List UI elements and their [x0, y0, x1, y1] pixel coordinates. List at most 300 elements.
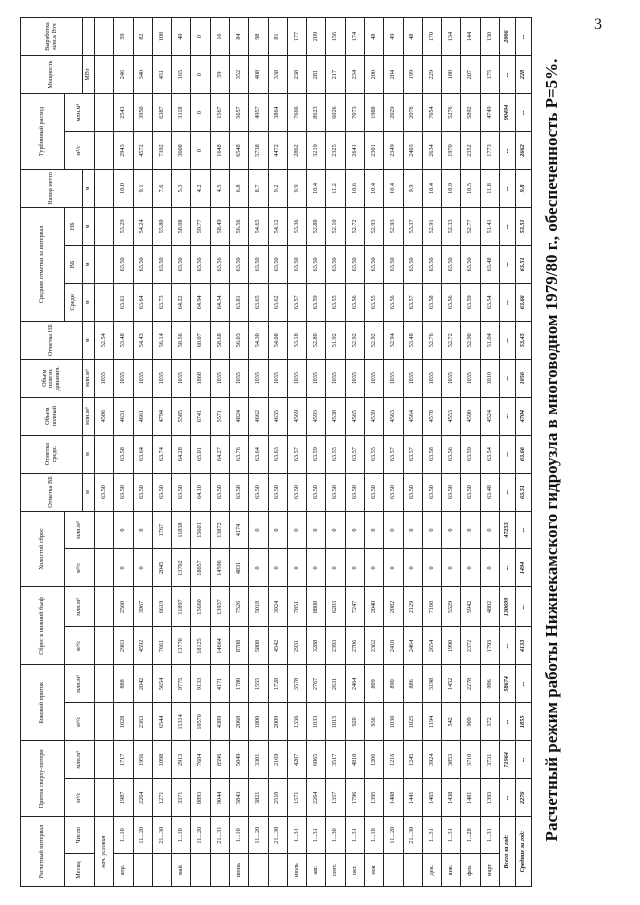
table-cell	[95, 779, 114, 817]
unit-vb: м	[83, 245, 95, 283]
initial-level-vb: 63.50	[95, 473, 114, 511]
table-cell: 58.68	[210, 321, 229, 359]
table-cell: 4794	[152, 397, 171, 435]
table-cell: ...	[516, 511, 532, 549]
averages-row	[516, 18, 532, 887]
table-cell: 63.50	[268, 245, 287, 283]
table-cell: 1015	[326, 703, 345, 741]
table-cell: 1035	[384, 359, 403, 397]
table-cell: 10.9	[442, 169, 461, 207]
table-cell: 81	[268, 18, 287, 56]
table-cell: 0	[403, 549, 422, 587]
table-cell: 63.59	[307, 435, 326, 473]
table-cell: 0	[442, 549, 461, 587]
table-cell: 63.57	[384, 435, 403, 473]
table-cell: 1336	[287, 703, 306, 741]
table-cell: 996	[480, 665, 499, 703]
table-cell: 170	[422, 18, 441, 56]
table-cell: 1194	[422, 703, 441, 741]
table-cell	[95, 132, 114, 170]
table-cell: 2076	[403, 94, 422, 132]
table-cell: 2931	[287, 627, 306, 665]
table-cell: 1773	[480, 132, 499, 170]
table-cell: 1648	[210, 132, 229, 170]
table-cell: 52.91	[422, 207, 441, 245]
table-cell: 63.50	[152, 473, 171, 511]
table-cell: 6026	[326, 94, 345, 132]
table-cell	[95, 511, 114, 549]
table-cell: 1035	[249, 359, 268, 397]
unit-level-nb: м	[83, 321, 95, 359]
table-cell: 90494	[500, 94, 516, 132]
table-cell: 11897	[172, 587, 191, 627]
table-cell: 63.50	[229, 245, 248, 283]
table-cell: 1035	[152, 359, 171, 397]
table-cell: 5654	[152, 665, 171, 703]
table-cell: 63.50	[461, 473, 480, 511]
table-cell: 1035	[345, 359, 364, 397]
table-cell: 0	[133, 549, 152, 587]
table-cell: 199	[403, 56, 422, 94]
row-day: 21...30	[268, 817, 287, 854]
table-cell: 0	[191, 18, 210, 56]
table-cell: 51.92	[326, 321, 345, 359]
table-cell: 9.1	[133, 169, 152, 207]
table-cell: 5892	[461, 94, 480, 132]
table-cell: ...	[516, 741, 532, 779]
table-cell: 0	[403, 511, 422, 549]
table-cell: 4.2	[191, 169, 210, 207]
table-cell: 52.93	[364, 207, 383, 245]
table-cell: 7851	[287, 587, 306, 627]
row-day: 1...31	[287, 817, 306, 854]
table-cell: 3288	[307, 627, 326, 665]
table-cell: 58.56	[172, 321, 191, 359]
table-cell: 1216	[384, 741, 403, 779]
table-cell: 175	[480, 56, 499, 94]
table-cell: 1481	[461, 779, 480, 817]
table-cell: 890	[384, 665, 403, 703]
table-cell: 0	[345, 511, 364, 549]
table-cell: 63.59	[461, 283, 480, 321]
row-day: 1...10	[114, 817, 133, 854]
table-cell: 2654	[422, 627, 441, 665]
table-cell: 14664	[210, 627, 229, 665]
table-cell: 15660	[191, 587, 210, 627]
table-cell: 9133	[191, 665, 210, 703]
table-cell: 0	[422, 549, 441, 587]
table-cell: 1245	[403, 741, 422, 779]
table-cell: 165	[172, 56, 191, 94]
table-cell: 1452	[442, 665, 461, 703]
sub-month: Месяц	[65, 854, 95, 887]
table-cell: 1035	[461, 359, 480, 397]
table-cell: 8623	[307, 94, 326, 132]
table-cell: 1767	[152, 511, 171, 549]
table-cell: 63.50	[133, 245, 152, 283]
table-cell: 2129	[403, 587, 422, 627]
table-cell: 3517	[326, 741, 345, 779]
table-cell: 1990	[442, 627, 461, 665]
table-cell: 9.2	[268, 169, 287, 207]
table-cell: 174	[345, 18, 364, 56]
table-cell: 144	[461, 18, 480, 56]
table-cell: 53.29	[114, 207, 133, 245]
table-cell: 71964	[500, 741, 516, 779]
table-cell: 4538	[326, 397, 345, 435]
table-cell: 2913	[172, 741, 191, 779]
table-cell: 3950	[133, 94, 152, 132]
table-cell: 54.08	[268, 321, 287, 359]
table-cell: 0	[191, 94, 210, 132]
table-cell: 1271	[152, 779, 171, 817]
table-cell: 84	[229, 18, 248, 56]
table-row	[114, 18, 133, 887]
table-cell: 54.43	[133, 321, 152, 359]
table-cell: 3821	[249, 779, 268, 817]
table-cell: 9775	[172, 665, 191, 703]
row-month: ноя	[364, 854, 383, 887]
table-cell: 60.07	[191, 321, 210, 359]
row-month	[210, 854, 229, 887]
table-cell: 63.55	[326, 283, 345, 321]
table-cell: 58.08	[172, 207, 191, 245]
table-cell: 63.50	[345, 473, 364, 511]
row-month: окт.	[345, 854, 364, 887]
table-cell: 63.50	[287, 245, 306, 283]
header-group-row	[21, 18, 65, 887]
row-month: май	[172, 854, 191, 887]
table-cell: 9044	[210, 779, 229, 817]
table-cell: 63.58	[422, 283, 441, 321]
table-cell: 63.56	[442, 283, 461, 321]
row-month: авг.	[307, 854, 326, 887]
table-cell: 352	[229, 56, 248, 94]
unit-vol-full: млн.м³	[83, 397, 95, 435]
table-cell: 0	[461, 511, 480, 549]
table-row	[461, 18, 480, 887]
row-day: 11...20	[249, 817, 268, 854]
table-cell: 3219	[307, 132, 326, 170]
table-cell: 0	[268, 511, 287, 549]
table-cell: 59.77	[191, 207, 210, 245]
sub-release-mln: млн.м³	[65, 587, 95, 627]
table-cell: 886	[403, 665, 422, 703]
table-cell: 217	[326, 56, 345, 94]
unit-power: МВт	[83, 56, 95, 94]
row-month: дек.	[422, 854, 441, 887]
table-cell: 63.50	[114, 473, 133, 511]
table-cell: 8808	[307, 587, 326, 627]
table-cell: 15601	[191, 511, 210, 549]
table-cell: 54.24	[133, 207, 152, 245]
table-cell: 7684	[191, 741, 210, 779]
row-day: 1...30	[326, 817, 345, 854]
table-cell: 47253	[500, 511, 516, 549]
table-cell: 53.18	[287, 321, 306, 359]
table-cell: 4578	[422, 397, 441, 435]
table-cell: 1035	[287, 359, 306, 397]
table-cell: 8708	[229, 627, 248, 665]
table-cell: 1035	[307, 359, 326, 397]
table-cell: 52.92	[364, 321, 383, 359]
row-month	[133, 854, 152, 887]
table-cell: 5657	[229, 94, 248, 132]
table-cell: 63.50	[364, 245, 383, 283]
unit-output	[83, 18, 95, 56]
table-cell: 4133	[516, 627, 532, 665]
table-cell	[95, 587, 114, 627]
table-cell: 0	[249, 549, 268, 587]
table-cell: 63.56	[442, 435, 461, 473]
table-cell: 229	[422, 56, 441, 94]
sub-nb-label: НБ	[65, 207, 83, 245]
table-cell: 7526	[229, 587, 248, 627]
table-cell: 55.80	[152, 207, 171, 245]
table-cell: 1567	[210, 94, 229, 132]
table-cell: 63.50	[287, 473, 306, 511]
table-cell	[95, 56, 114, 94]
table-cell: 52.72	[345, 207, 364, 245]
table-cell: 281	[307, 56, 326, 94]
table-cell: 4631	[114, 397, 133, 435]
table-cell: 10.4	[364, 169, 383, 207]
table-cell: ...	[500, 245, 516, 283]
table-cell	[95, 741, 114, 779]
row-month: июль	[287, 854, 306, 887]
table-cell: 2372	[461, 627, 480, 665]
table-cell: 63.50	[152, 245, 171, 283]
table-cell: ...	[500, 169, 516, 207]
table-cell: ...	[500, 321, 516, 359]
table-cell: 5018	[249, 587, 268, 627]
table-cell: 4389	[210, 703, 229, 741]
table-row	[229, 18, 248, 887]
table-cell: 63.54	[480, 283, 499, 321]
table-cell	[95, 169, 114, 207]
sub-release-m3s: м³/с	[65, 627, 95, 665]
table-cell: 63.61	[114, 283, 133, 321]
table-cell: 65.01	[191, 435, 210, 473]
row-day: 1...10	[229, 817, 248, 854]
table-cell: 3371	[172, 779, 191, 817]
table-cell: 52.77	[461, 207, 480, 245]
table-cell: 5.3	[172, 169, 191, 207]
initial-conditions-row	[95, 18, 114, 887]
table-row	[172, 18, 191, 887]
table-cell: 4810	[345, 741, 364, 779]
table-row	[210, 18, 229, 887]
table-cell: 7666	[287, 94, 306, 132]
table-cell: 1030	[384, 703, 403, 741]
table-cell: 4565	[345, 397, 364, 435]
initial-vol-useful: 1035	[95, 359, 114, 397]
table-cell: 4661	[133, 397, 152, 435]
table-cell: 63.51	[516, 245, 532, 283]
table-cell: 6741	[191, 397, 210, 435]
table-cell: 1056	[516, 359, 532, 397]
table-cell: 6387	[152, 94, 171, 132]
row-day: 1...31	[345, 817, 364, 854]
table-cell: 4207	[287, 741, 306, 779]
table-cell: 2042	[133, 665, 152, 703]
table-cell: 48	[403, 18, 422, 56]
table-cell: 4572	[133, 132, 152, 170]
table-cell: 200	[364, 56, 383, 94]
table-cell: 4749	[480, 94, 499, 132]
table-cell: 2403	[403, 132, 422, 170]
table-cell: 1010	[480, 359, 499, 397]
table-cell: 809	[364, 665, 383, 703]
table-cell: 0	[345, 549, 364, 587]
table-cell: 52.88	[307, 207, 326, 245]
table-cell: 53.51	[516, 207, 532, 245]
table-cell: 1035	[403, 359, 422, 397]
header-interval: Расчетный интервал	[21, 817, 65, 887]
table-cell: 10.6	[345, 169, 364, 207]
table-cell: 1988	[364, 94, 383, 132]
averages-row-label: Средние за год:	[516, 817, 532, 887]
table-cell: 4524	[480, 397, 499, 435]
table-cell: 63.50	[345, 245, 364, 283]
table-cell: 51.04	[480, 321, 499, 359]
table-cell: 40	[172, 18, 191, 56]
table-cell: 130	[480, 18, 499, 56]
table-cell: 10.0	[114, 169, 133, 207]
table-cell	[95, 245, 114, 283]
table-cell: 63.56	[384, 283, 403, 321]
table-cell: 1035	[326, 359, 345, 397]
table-cell: 2169	[268, 741, 287, 779]
table-cell: 10.4	[422, 169, 441, 207]
initial-level-nb: 52.54	[95, 321, 114, 359]
row-day: 1...10	[172, 817, 191, 854]
table-cell: 63.59	[307, 283, 326, 321]
table-cell: 5843	[229, 779, 248, 817]
sub-inflow-mln: млн.м³	[65, 741, 95, 779]
table-cell	[95, 18, 114, 56]
table-cell	[95, 665, 114, 703]
table-cell: 1357	[326, 779, 345, 817]
table-cell: 2464	[345, 665, 364, 703]
table-cell: 1025	[403, 703, 422, 741]
table-cell: 9.9	[287, 169, 306, 207]
table-cell	[95, 703, 114, 741]
table-cell: 238	[287, 56, 306, 94]
table-cell: 63.64	[133, 435, 152, 473]
table-cell: 11.2	[326, 169, 345, 207]
table-cell: 4472	[268, 132, 287, 170]
table-cell: 63.66	[516, 283, 532, 321]
table-cell: 11314	[172, 703, 191, 741]
table-cell: 6548	[229, 132, 248, 170]
table-cell: 451	[152, 56, 171, 94]
table-cell: 7392	[152, 132, 171, 170]
table-cell: 5329	[442, 587, 461, 627]
table-cell: 1098	[152, 741, 171, 779]
table-cell: 246	[114, 56, 133, 94]
table-cell: 51.41	[480, 207, 499, 245]
table-cell: 372	[480, 703, 499, 741]
table-cell: 63.56	[210, 245, 229, 283]
table-cell: 49	[384, 18, 403, 56]
row-month	[249, 854, 268, 887]
table-cell: 2325	[326, 132, 345, 170]
table-cell: 177	[287, 18, 306, 56]
page-number: 3	[594, 16, 602, 33]
table-cell: 6544	[152, 703, 171, 741]
table-cell: 209	[307, 18, 326, 56]
table-cell: 1035	[422, 359, 441, 397]
table-cell: 4.5	[210, 169, 229, 207]
table-cell	[95, 207, 114, 245]
table-cell: 1035	[364, 359, 383, 397]
row-day: 11...20	[191, 817, 210, 854]
table-cell: 63.76	[229, 435, 248, 473]
table-cell: 14596	[210, 549, 229, 587]
table-cell: 63.74	[152, 435, 171, 473]
row-month: янв.	[442, 854, 461, 887]
table-cell: 52.90	[461, 321, 480, 359]
table-cell: 63.58	[114, 435, 133, 473]
table-cell: 11.8	[480, 169, 499, 207]
table-cell: 6619	[152, 587, 171, 627]
table-cell: 18125	[191, 627, 210, 665]
row-month	[191, 854, 210, 887]
table-cell: 59	[210, 56, 229, 94]
table-row	[422, 18, 441, 887]
header-inflow: Приток сверху-потери	[21, 741, 65, 817]
row-day: 11...20	[384, 817, 403, 854]
table-cell: 63.50	[172, 473, 191, 511]
table-cell: 63.50	[229, 473, 248, 511]
table-cell: 64.34	[210, 283, 229, 321]
table-cell: 2862	[287, 132, 306, 170]
table-body	[95, 18, 500, 887]
table-cell: 63.50	[422, 473, 441, 511]
table-row	[326, 18, 345, 887]
table-cell: 2264	[133, 779, 152, 817]
table-cell: 1717	[114, 741, 133, 779]
table-cell: 63.50	[364, 473, 383, 511]
sub-vb-label: ВБ	[65, 245, 83, 283]
row-month	[268, 854, 287, 887]
table-cell: 63.50	[114, 245, 133, 283]
table-cell: 2641	[345, 132, 364, 170]
table-cell: 2006	[500, 18, 516, 56]
table-row	[442, 18, 461, 887]
table-cell: 5276	[442, 94, 461, 132]
table-cell: 1796	[345, 779, 364, 817]
table-cell: 63.50	[461, 245, 480, 283]
table-cell: 63.50	[191, 245, 210, 283]
table-cell: 54.12	[268, 207, 287, 245]
table-cell: 52.94	[384, 321, 403, 359]
table-cell: 6.8	[229, 169, 248, 207]
table-cell: 1855	[516, 703, 532, 741]
table-cell: 13770	[172, 627, 191, 665]
table-cell: 1793	[480, 627, 499, 665]
table-cell: 6065	[307, 741, 326, 779]
table-cell: 5049	[229, 741, 248, 779]
table-cell: 1035	[172, 359, 191, 397]
header-head: Напор нетто	[21, 169, 83, 207]
table-cell: 1438	[442, 779, 461, 817]
table-cell: 2363	[133, 703, 152, 741]
table-cell: 7073	[345, 94, 364, 132]
table-cell: 53.48	[114, 321, 133, 359]
regime-table	[20, 17, 532, 887]
